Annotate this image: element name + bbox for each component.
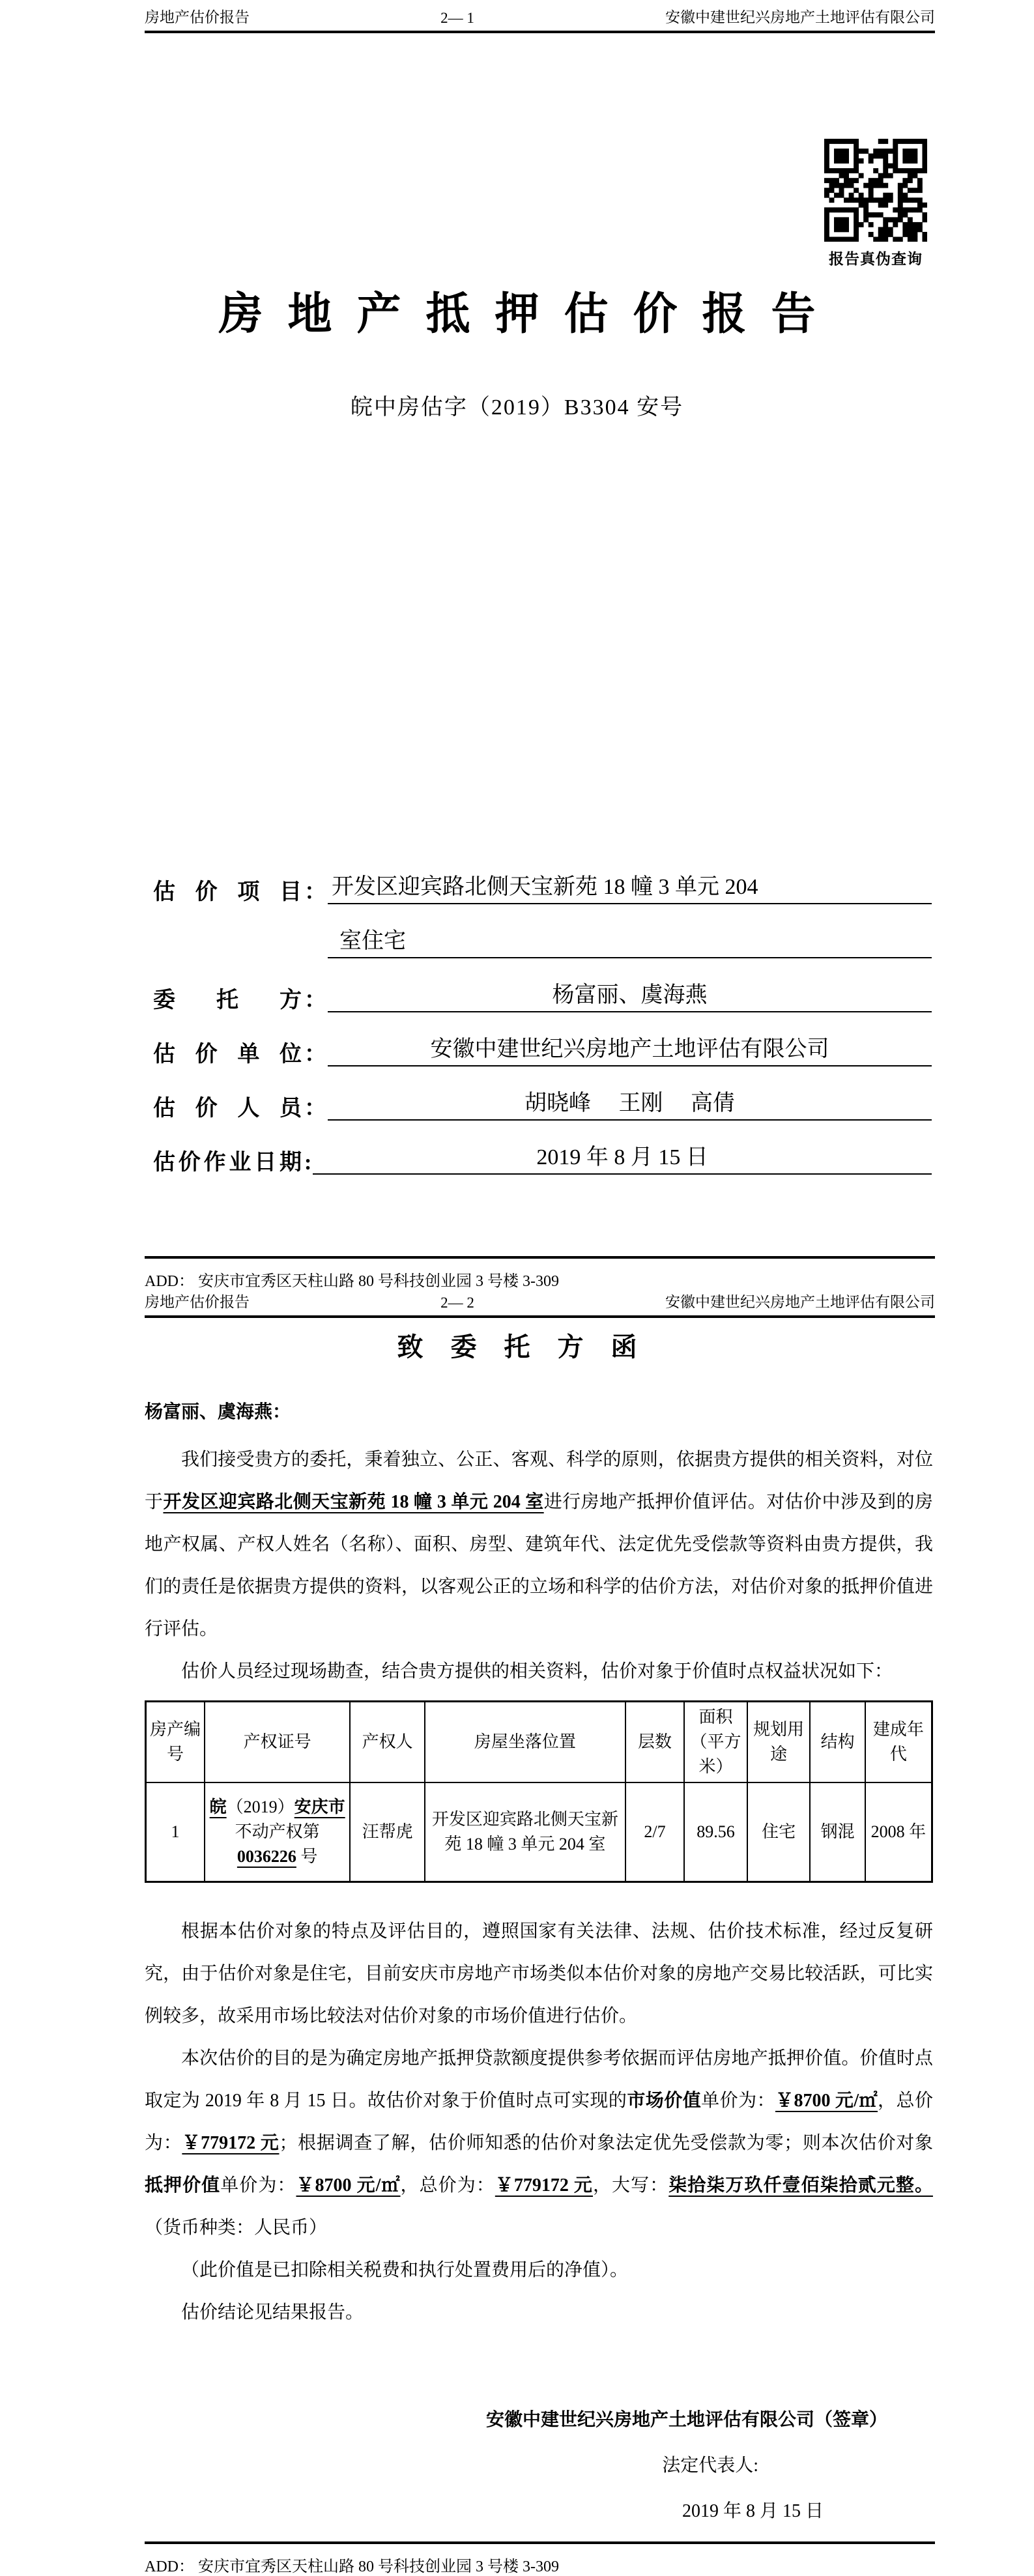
table-header-cell: 产权证号 (205, 1702, 350, 1783)
text-segment: 号 (296, 1846, 318, 1866)
text-segment: ￥779172 元 (182, 2132, 280, 2153)
text-segment: ，总价为： (145, 2090, 933, 2153)
signature-legal-rep: 法定代表人: (662, 2455, 758, 2476)
field-work-date-colon: : (304, 1150, 312, 1175)
text-segment: 2008 年 (870, 1822, 926, 1841)
field-work-date (153, 1142, 932, 1175)
text-segment: 根据本估价对象的特点及评估目的，遵照国家有关法律、法规、估价技术标准，经过反复研究，由于估价对象是住宅，目前安庆市房地产市场类似本估价对象的房地产交易比较活跃，可比实例较多，故采用市场比较法对估价对象的市场价值进行估价。 (145, 1921, 933, 2026)
text-segment: ；根据调查了解，估价师知悉的估价对象法定优先受偿款为零；则本次估价对象 (279, 2132, 933, 2153)
text-segment: 估价结论见结果报告。 (181, 2302, 364, 2323)
text-segment: 0036226 (237, 1846, 296, 1866)
text-segment: 开发区迎宾路北侧天宝新苑 18 幢 3 单元 204 室 (163, 1492, 544, 1512)
field-client (153, 980, 932, 1012)
letter-paragraphs-before-table (145, 1438, 933, 1693)
text-segment: ，大写： (592, 2175, 669, 2196)
text-segment: 安庆市 (294, 1797, 345, 1816)
text-segment: 皖 (209, 1797, 227, 1816)
field-project-label: 估价项目 (153, 880, 302, 904)
paragraph (145, 1910, 933, 2037)
table-header-cell: 房产编号 (146, 1702, 205, 1783)
letter-body (145, 1438, 933, 2334)
field-work-date-value: 2019 年 8 月 15 日 (313, 1144, 932, 1175)
text-segment: 我们接受贵方的委托，秉着独立、公正、客观、科学的原则，依据贵方提供的相关资料，对位于 (145, 1450, 933, 1512)
text-segment: 柒拾柒万玖仟壹佰柒拾贰元整。 (668, 2175, 933, 2196)
page2-header-company: 安徽中建世纪兴房地产土地评估有限公司 (665, 1294, 935, 1310)
text-segment: 本次估价的目的是为确定房地产抵押贷款额度提供参考依据而评估房地产抵押价值。价值时点取定为 2019 年 8 月 15 日。故估价对象于价值时点可实现的 (145, 2048, 933, 2111)
field-appraisers-label: 估价人员 (153, 1096, 302, 1121)
letter-title: 致委托方函 (397, 1332, 665, 1362)
paragraph (145, 2037, 933, 2249)
field-appraisers-colon: ： (304, 1096, 326, 1121)
text-segment: 不动产权第 (235, 1822, 320, 1841)
paragraph (145, 1438, 933, 1650)
table-cell (747, 1782, 811, 1882)
table-cell (425, 1782, 625, 1882)
table-cell (684, 1782, 747, 1882)
text-segment: 单价为： (220, 2175, 296, 2196)
text-segment: 开发区迎宾路北侧天宝新苑 18 幢 3 单元 204 室 (431, 1809, 618, 1853)
letter-salutation: 杨富丽、虞海燕： (145, 1402, 291, 1422)
field-agency-colon: ： (304, 1042, 326, 1066)
text-segment: （2019） (226, 1797, 294, 1816)
signature-block (145, 2397, 933, 2534)
field-appraisers-value: 胡晓峰 王刚 高倩 (328, 1090, 932, 1121)
cover-form (153, 872, 932, 1196)
table-header-cell: 层数 (625, 1702, 685, 1783)
signature-date: 2019 年 8 月 15 日 (682, 2501, 824, 2521)
field-work-date-label: 估价作业日期 (153, 1150, 302, 1175)
table-header-cell: 建成年代 (865, 1702, 932, 1783)
text-segment: 2/7 (644, 1822, 666, 1841)
page2-header-doc-type: 房地产估价报告 (145, 1294, 250, 1310)
page1-footer-address: ADD： 安庆市宜秀区天柱山路 80 号科技创业园 3 号楼 3-309 (145, 1273, 559, 1290)
paragraph (145, 2291, 933, 2334)
page1-running-header (145, 5, 935, 33)
field-project-value-line2: 室住宅 (328, 928, 932, 959)
table-row (146, 1782, 932, 1882)
text-segment: 单价为： (701, 2090, 775, 2111)
signature-company: 安徽中建世纪兴房地产土地评估有限公司（签章） (485, 2410, 887, 2430)
page2-footer-address: ADD： 安庆市宜秀区天柱山路 80 号科技创业园 3 号楼 3-309 (145, 2558, 559, 2575)
field-client-value: 杨富丽、虞海燕 (328, 982, 932, 1013)
table-header-cell: 面积（平方米） (684, 1702, 747, 1783)
table-header-cell: 产权人 (350, 1702, 425, 1783)
table-cell (146, 1782, 205, 1882)
table-header-cell: 规划用途 (747, 1702, 811, 1783)
table-cell (350, 1782, 425, 1882)
text-segment: 89.56 (697, 1822, 735, 1841)
text-segment: ￥8700 元/㎡ (775, 2090, 878, 2111)
paragraph (145, 2249, 933, 2291)
field-project-line2 (153, 926, 932, 958)
page2-running-header (145, 1290, 935, 1318)
field-client-colon: ： (304, 988, 326, 1012)
page1-footer (145, 1256, 935, 1291)
report-doc-number: 皖中房估字（2019）B3304 安号 (350, 395, 684, 420)
table-cell (865, 1782, 932, 1882)
text-segment: 住宅 (762, 1822, 796, 1841)
field-project-value-line1: 开发区迎宾路北侧天宝新苑 18 幢 3 单元 204 (328, 874, 932, 905)
text-segment: （货币种类：人民币） (145, 2217, 328, 2238)
report-verification-block (824, 139, 928, 268)
table-cell (810, 1782, 865, 1882)
qr-caption: 报告真伪查询 (829, 251, 923, 267)
table-header-cell: 房屋坐落位置 (425, 1702, 625, 1783)
text-segment: 进行房地产抵押价值评估。对估价中涉及到的房地产权属、产权人姓名（名称）、面积、房型、建筑年代、法定优先受偿款等资料由贵方提供，我们的责任是依据贵方提供的资料，以客观公正的立场和科学的估价方法，对估价对象的抵押价值进行评估。 (145, 1492, 933, 1639)
field-appraisers (153, 1088, 932, 1121)
field-agency (153, 1034, 932, 1066)
letter-paragraphs-after-table (145, 1910, 933, 2334)
field-project (153, 872, 932, 904)
field-agency-value: 安徽中建世纪兴房地产土地评估有限公司 (328, 1036, 932, 1067)
text-segment: ，总价为： (400, 2175, 495, 2196)
text-segment: 估价人员经过现场勘查，结合贵方提供的相关资料，估价对象于价值时点权益状况如下： (181, 1661, 893, 1682)
page2-header-page-number: 2— 2 (440, 1295, 474, 1311)
text-segment: 1 (171, 1822, 180, 1841)
text-segment: ￥779172 元 (495, 2175, 593, 2196)
text-segment: 汪帮虎 (362, 1822, 413, 1841)
field-project-colon: ： (304, 880, 326, 904)
field-client-label: 委托方 (153, 988, 302, 1012)
text-segment: 抵押价值 (145, 2175, 221, 2196)
table-header-cell: 结构 (810, 1702, 865, 1783)
table-header-row (146, 1702, 932, 1783)
page1-header-company: 安徽中建世纪兴房地产土地评估有限公司 (665, 9, 935, 25)
text-segment: ￥8700 元/㎡ (296, 2175, 401, 2196)
table-cell (205, 1782, 350, 1882)
qr-code-icon (824, 139, 927, 242)
text-segment: （此价值是已扣除相关税费和执行处置费用后的净值）。 (181, 2259, 629, 2280)
report-title: 房地产抵押估价报告 (218, 289, 840, 339)
page1-header-page-number: 2— 1 (440, 10, 474, 26)
paragraph (145, 1650, 933, 1693)
page1-header-doc-type: 房地产估价报告 (145, 9, 250, 25)
table-cell (625, 1782, 685, 1882)
text-segment: 钢混 (820, 1822, 855, 1841)
field-agency-label: 估价单位 (153, 1042, 302, 1066)
property-rights-table (145, 1700, 933, 1883)
page2-footer (145, 2541, 935, 2576)
text-segment: 市场价值 (627, 2090, 702, 2111)
